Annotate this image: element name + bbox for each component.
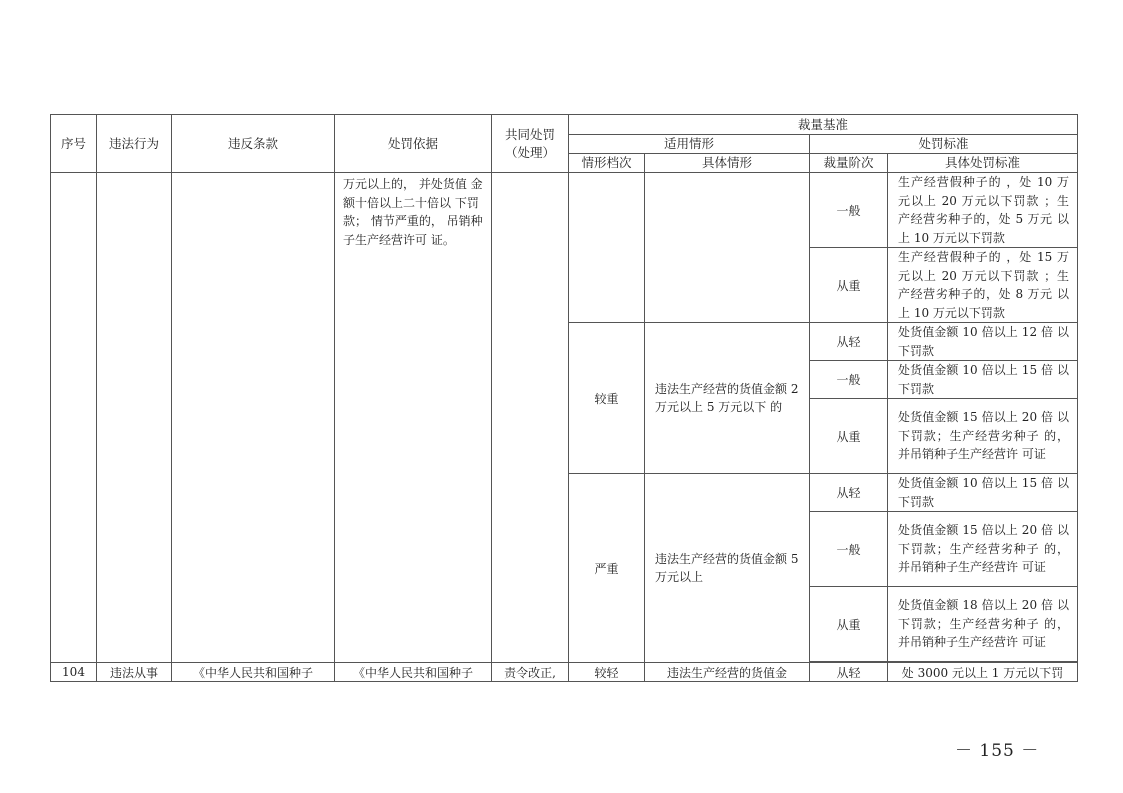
order-cell: 从轻 [810,474,888,512]
situation-cell: 违法生产经营的货值金额 5 万元以上 [645,474,810,663]
clause-cell: 《中华人民共和国种子 [172,663,335,682]
table-row [51,173,1078,248]
standard-cell: 生产经营假种子的 ，处 15 万 元以上 20 万元以下罚款 ；生 产经营劣种子的，处 8 万元 以上 10 万元以下罚款 [888,248,1078,323]
act-cell: 违法从事 [97,663,172,682]
order-cell: 一般 [810,173,888,248]
order-cell: 一般 [810,512,888,587]
header-situation: 具体情形 [645,154,810,173]
act-cell [97,173,172,663]
seq-cell: 104 [51,663,97,682]
header-level: 情形档次 [569,154,645,173]
header-discretion: 裁量基准 [569,115,1078,135]
header-act: 违法行为 [97,115,172,173]
order-cell: 从重 [810,399,888,474]
order-cell: 从轻 [810,323,888,361]
level-cell: 较轻 [569,663,645,682]
header-joint: 共同处罚 （处理） [492,115,569,173]
standard-cell: 处货值金额 15 倍以上 20 倍 以下罚款；生产经营劣种子 的，并吊销种子生产经营许 可证 [888,512,1078,587]
header-order: 裁量阶次 [810,154,888,173]
order-cell: 从重 [810,248,888,323]
penalty-table [50,114,1078,682]
table-row [51,663,1078,682]
standard-cell: 处货值金额 10 倍以上 15 倍 以下罚款 [888,361,1078,399]
situation-cell [645,173,810,323]
header-detail: 具体处罚标准 [888,154,1078,173]
order-cell: 一般 [810,361,888,399]
standard-cell: 处货值金额 18 倍以上 20 倍 以下罚款；生产经营劣种子 的，并吊销种子生产经营许 可证 [888,587,1078,662]
joint-cell: 责令改正, [492,663,569,682]
header-seq: 序号 [51,115,97,173]
standard-cell: 处货值金额 10 倍以上 15 倍 以下罚款 [888,474,1078,512]
order-cell: 从重 [810,587,888,662]
page-number: － 155 － [955,741,1040,761]
standard-cell: 处货值金额 15 倍以上 20 倍 以下罚款；生产经营劣种子 的，并吊销种子生产经营许 可证 [888,399,1078,474]
level-cell: 较重 [569,323,645,474]
standard-cell: 处 3000 元以上 1 万元以下罚 [888,663,1078,682]
header-clause: 违反条款 [172,115,335,173]
standard-cell: 生产经营假种子的 ，处 10 万 元以上 20 万元以下罚款 ；生 产经营劣种子的，处 5 万元 以上 10 万元以下罚款 [888,173,1078,248]
basis-cell: 《中华人民共和国种子 [335,663,492,682]
situation-cell: 违法生产经营的货值金额 2 万元以上 5 万元以下 的 [645,323,810,474]
header-standard: 处罚标准 [810,135,1078,154]
header-applicable: 适用情形 [569,135,810,154]
header-basis: 处罚依据 [335,115,492,173]
order-cell: 从轻 [810,663,888,682]
level-cell: 严重 [569,474,645,663]
seq-cell [51,173,97,663]
joint-cell [492,173,569,663]
situation-cell: 违法生产经营的货值金 [645,663,810,682]
clause-cell [172,173,335,663]
basis-text: 万元以上的， 并处货值 金额十倍以上二十倍以 下罚款； 情节严重的， 吊销种子生产经营许可 证。 [335,173,492,663]
standard-cell: 处货值金额 10 倍以上 12 倍 以下罚款 [888,323,1078,361]
level-cell [569,173,645,323]
